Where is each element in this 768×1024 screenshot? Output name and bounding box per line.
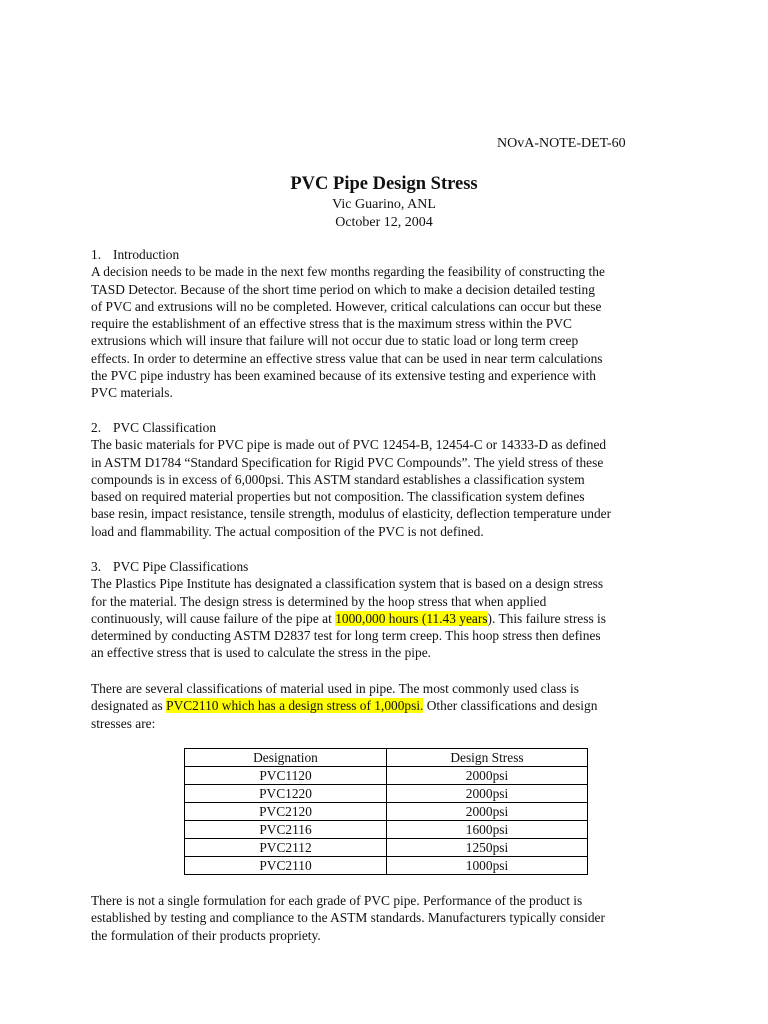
table-header-row xyxy=(185,749,588,767)
paragraph-line: determined by conducting ASTM D2837 test for long term creep. This hoop stress then defines xyxy=(91,628,601,644)
paragraph-line: based on required material properties but not composition. The classification system defines xyxy=(91,489,585,505)
paragraph-line: established by testing and compliance to the ASTM standards. Manufacturers typically consider xyxy=(91,910,605,926)
document-title: PVC Pipe Design Stress xyxy=(290,174,478,194)
title-block xyxy=(0,172,768,232)
cell-design-stress: 2000psi xyxy=(387,767,588,785)
cell-design-stress: 2000psi xyxy=(387,803,588,821)
table-row xyxy=(185,803,588,821)
section-pipe-classifications xyxy=(91,558,681,662)
paragraph-line: load and flammability. The actual composition of the PVC is not defined. xyxy=(91,523,484,539)
table-row xyxy=(185,857,588,875)
section-heading xyxy=(91,246,681,263)
section-number: 2. xyxy=(91,420,102,435)
column-header-designation: Designation xyxy=(185,749,387,767)
section-heading xyxy=(91,419,681,436)
paragraph-line xyxy=(91,697,681,714)
text-run: Other classifications and design xyxy=(423,698,598,714)
paragraph-line: an effective stress that is used to calculate the stress in the pipe. xyxy=(91,645,431,661)
cell-designation: PVC1120 xyxy=(185,767,387,785)
paragraph-line: the formulation of their products propriety. xyxy=(91,927,321,943)
paragraph-line: TASD Detector. Because of the short time period on which to make a decision detailed testing xyxy=(91,281,595,297)
table-row xyxy=(185,785,588,803)
paragraph-formulation xyxy=(91,892,681,944)
cell-designation: PVC2120 xyxy=(185,803,387,821)
section-heading xyxy=(91,558,681,575)
paragraph-line: for the material. The design stress is determined by the hoop stress that when applied xyxy=(91,593,547,609)
paragraph-line: of PVC and extrusions will no be completed. However, critical calculations can occur but these xyxy=(91,298,602,314)
cell-designation: PVC2110 xyxy=(185,857,387,875)
text-run: ). This failure stress is xyxy=(487,610,606,626)
cell-designation: PVC1220 xyxy=(185,785,387,803)
cell-design-stress: 1000psi xyxy=(387,857,588,875)
paragraph-line: require the establishment of an effective stress that is the maximum stress within the PVC xyxy=(91,316,572,332)
table-row xyxy=(185,821,588,839)
paragraph-line: There is not a single formulation for each grade of PVC pipe. Performance of the product is xyxy=(91,893,583,908)
section-number: 3. xyxy=(91,559,102,574)
table-row xyxy=(185,767,588,785)
note-id: NOvA-NOTE-DET-60 xyxy=(497,136,626,151)
text-run: designated as xyxy=(91,698,167,714)
design-stress-table xyxy=(184,748,588,875)
section-introduction xyxy=(91,246,681,402)
paragraph-line: stresses are: xyxy=(91,715,156,731)
cell-designation: PVC2112 xyxy=(185,839,387,857)
paragraph-line: in ASTM D1784 “Standard Specification for Rigid PVC Compounds”. The yield stress of these xyxy=(91,454,604,470)
paragraph-line: effects. In order to determine an effective stress value that can be used in near term calculations xyxy=(91,350,603,366)
table-row xyxy=(185,839,588,857)
paragraph-line: The basic materials for PVC pipe is made out of PVC 12454-B, 12454-C or 14333-D as defined xyxy=(91,437,607,453)
paragraph-line: A decision needs to be made in the next few months regarding the feasibility of constructing the xyxy=(91,264,605,280)
text-run: continuously, will cause failure of the pipe at xyxy=(91,610,336,626)
paragraph-line: the PVC pipe industry has been examined because of its extensive testing and experience with xyxy=(91,368,596,384)
cell-design-stress: 1600psi xyxy=(387,821,588,839)
column-header-design-stress: Design Stress xyxy=(387,749,588,767)
paragraph-line: The Plastics Pipe Institute has designated a classification system that is based on a design stress xyxy=(91,576,604,592)
cell-design-stress: 1250psi xyxy=(387,839,588,857)
cell-design-stress: 2000psi xyxy=(387,785,588,803)
paragraph-line: There are several classifications of material used in pipe. The most commonly used class is xyxy=(91,681,579,696)
paragraph-line: base resin, impact resistance, tensile strength, modulus of elasticity, deflection temperature under xyxy=(91,506,612,522)
cell-designation: PVC2116 xyxy=(185,821,387,839)
section-title: PVC Classification xyxy=(113,420,217,435)
highlighted-text: 1000,000 hours (11.43 years xyxy=(335,610,488,626)
paragraph-line: compounds is in excess of 6,000psi. This ASTM standard establishes a classification system xyxy=(91,471,585,487)
paragraph-classifications xyxy=(91,680,681,732)
paragraph-line: extrusions which will insure that failure will not occur due to static load or long term creep xyxy=(91,333,579,349)
section-pvc-classification xyxy=(91,419,681,540)
section-title: Introduction xyxy=(113,247,180,262)
section-number: 1. xyxy=(91,247,102,262)
paragraph-line: PVC materials. xyxy=(91,385,173,401)
highlighted-text: PVC2110 which has a design stress of 1,000psi. xyxy=(166,698,424,714)
paragraph-line xyxy=(91,610,681,627)
document-author: Vic Guarino, ANL xyxy=(332,197,436,212)
document-date: October 12, 2004 xyxy=(335,215,433,230)
section-title: PVC Pipe Classifications xyxy=(113,559,249,574)
